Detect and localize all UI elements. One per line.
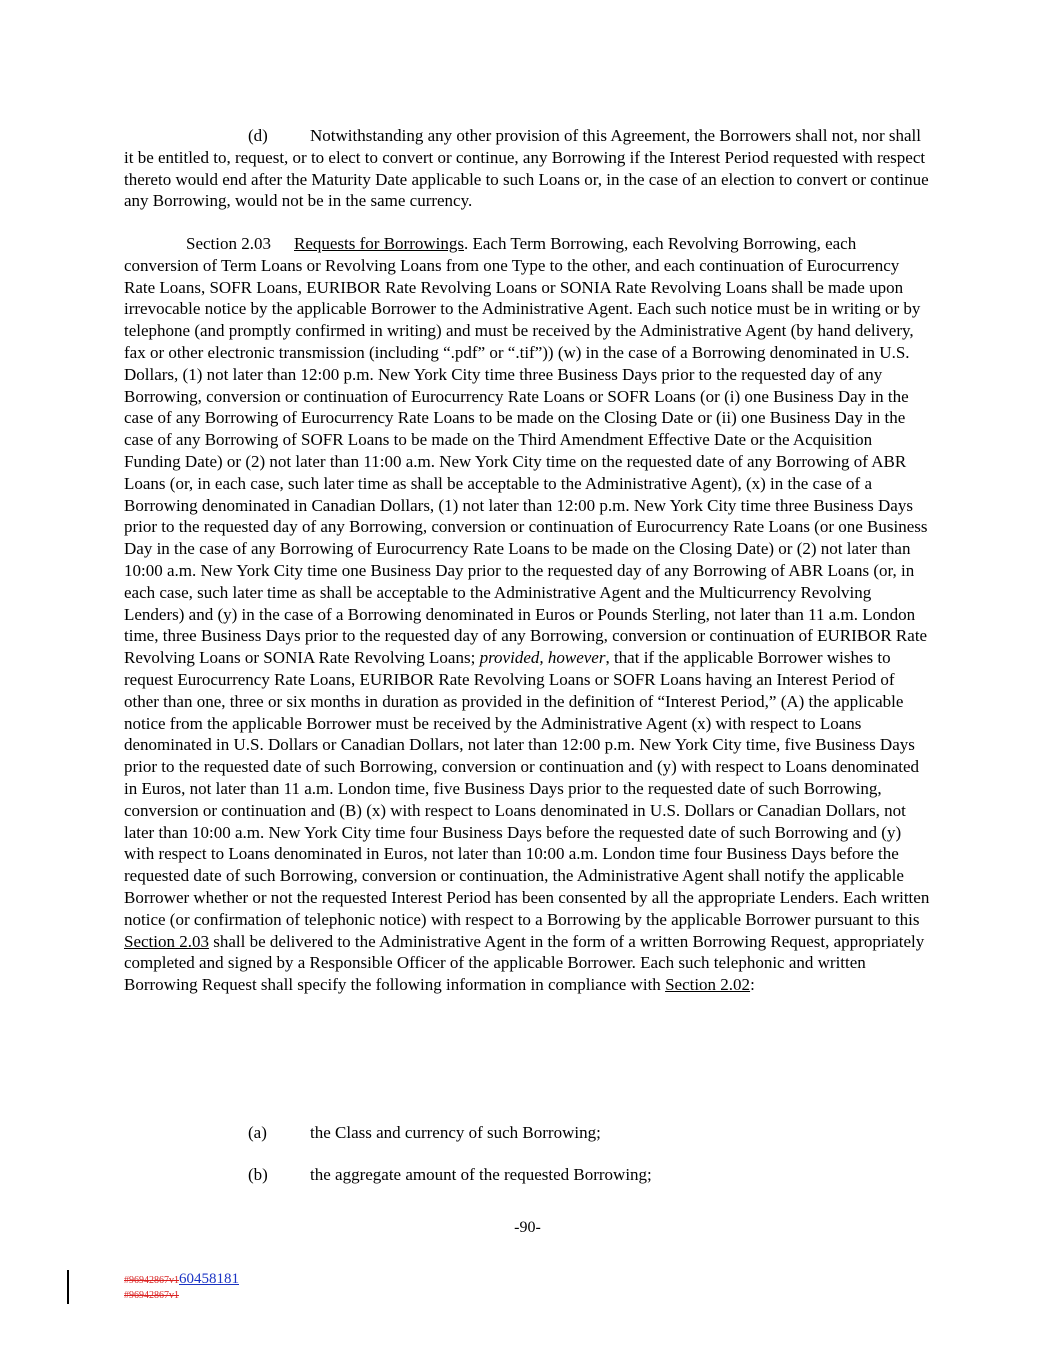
section-body-4: : [750, 975, 755, 995]
page-number: -90- [514, 1219, 541, 1236]
list-item-text: the Class and currency of such Borrowing; [310, 1123, 601, 1142]
deleted-doc-id: #96942867v1 [124, 1275, 179, 1286]
cross-reference-section-2-02: Section 2.02 [665, 975, 751, 995]
cross-reference-section-2-03: Section 2.03 [124, 931, 209, 951]
section-body-1: . Each Term Borrowing, each Revolving Borrowing, each conversion of Term Loans or Revolving Loans from one Type to the other, and each continuation of Eurocurrency Rate Loans, SOFR Loans, EURIBOR Rate Revolving Loans or SONIA Rate Revolving Loans shall be made upon irrevocable notice by the applicable Borrower to the Administrative Agent. Each such notice must be in writing or by telephone (and promptly confirmed in writing) and must be received by the Administrative Agent (by hand delivery, fax or other electronic transmission (including “.pdf” or “.tif”)) (w) in the case of a Borrowing denominated in U.S. Dollars, (1) not later than 12:00 p.m. New York City time three Business Days prior to the requested day of any Borrowing, conversion or continuation of Eurocurrency Rate Loans or SOFR Loans (or (i) one Business Day in the case of any Borrowing of Eurocurrency Rate Loans to be made on the Closing Date or (ii) one Business Day in the case of any Borrowing of SOFR Loans to be made on the Third Amendment Effective Date or the Acquisition Funding Date) or (2) not later than 11:00 a.m. New York City time on the requested date of any Borrowing of ABR Loans (or, in each case, such later time as shall be acceptable to the Administrative Agent), (x) in the case of a Borrowing denominated in Canadian Dollars, (1) not later than 12:00 p.m. New York City time three Business Days prior to the requested day of any Borrowing, conversion or continuation of Eurocurrency Rate Loans (or one Business Day in the case of any Borrowing of Eurocurrency Rate Loans to be made on the Closing Date) or (2) not later than 10:00 a.m. New York City time one Business Day prior to the requested day of any Borrowing of ABR Loans (or, in each case, such later time as shall be acceptable to the Administrative Agent and the Multicurrency Revolving Lenders) and (y) in the case of a Borrowing denominated in Euros or Pounds Sterling, not later than 11 a.m. London time, three Business Days prior to the requested day of any Borrowing, conversion or continuation of EURIBOR Rate Revolving Loans or SONIA Rate Revolving Loans; [124, 234, 928, 668]
list-item-a [248, 1122, 601, 1144]
footer-line-1 [124, 1272, 239, 1288]
paragraph-d [124, 125, 932, 212]
list-item-text: the aggregate amount of the requested Borrowing; [310, 1165, 652, 1184]
paragraph-marker-d: (d) [248, 126, 268, 145]
list-item-b [248, 1164, 652, 1186]
inserted-doc-id: 60458181 [179, 1271, 239, 1287]
paragraph-d-text: Notwithstanding any other provision of this Agreement, the Borrowers shall not, nor shall it be entitled to, request, or to elect to convert or continue, any Borrowing if the Interest Period requested with respect thereto would end after the Maturity Date applicable to such Loans or, in the case of an election to convert or continue any Borrowing, would not be in the same currency. [124, 126, 929, 211]
list-marker: (b) [248, 1165, 268, 1184]
section-body-3: shall be delivered to the Administrative Agent in the form of a written Borrowing Request, appropriately completed and signed by a Responsible Officer of the applicable Borrower. Each such telephonic and written Borrowing Request shall specify the following information in compliance with [124, 931, 925, 995]
list-marker: (a) [248, 1123, 267, 1142]
footer-document-ids [124, 1272, 239, 1303]
section-2-03 [124, 233, 932, 996]
deleted-doc-id: #96942867v1 [124, 1290, 179, 1301]
section-heading: Requests for Borrowings [294, 234, 464, 253]
footer-line-2 [124, 1288, 239, 1303]
section-body-2: , that if the applicable Borrower wishes to request Eurocurrency Rate Loans, EURIBOR Rate Revolving Loans or SOFR Loans having an Interest Period of other than one, three or six months in duration as provided in the definition of “Interest Period,” (A) the applicable notice from the applicable Borrower must be received by the Administrative Agent (x) with respect to Loans denominated in U.S. Dollars or Canadian Dollars, not later than 12:00 p.m. New York City time, five Business Days prior to the requested date of such Borrowing, conversion or continuation and (y) with respect to Loans denominated in Euros, not later than 11 a.m. London time, five Business Days prior to the requested date of such Borrowing, conversion or continuation and (B) (x) with respect to Loans denominated in U.S. Dollars or Canadian Dollars, not later than 10:00 a.m. New York City time four Business Days before the requested date of such Borrowing and (y) with respect to Loans denominated in Euros, not later than 10:00 a.m. London time four Business Days before the requested date of such Borrowing, conversion or continuation, the Administrative Agent shall notify the applicable Borrower whether or not the requested Interest Period has been consented by all the appropriate Lenders. Each written notice (or confirmation of telephonic notice) with respect to a Borrowing by the applicable Borrower pursuant to this [124, 648, 930, 929]
proviso-text: provided, however [479, 648, 606, 668]
change-bar [67, 1270, 69, 1304]
section-number: Section 2.03 [186, 234, 271, 253]
